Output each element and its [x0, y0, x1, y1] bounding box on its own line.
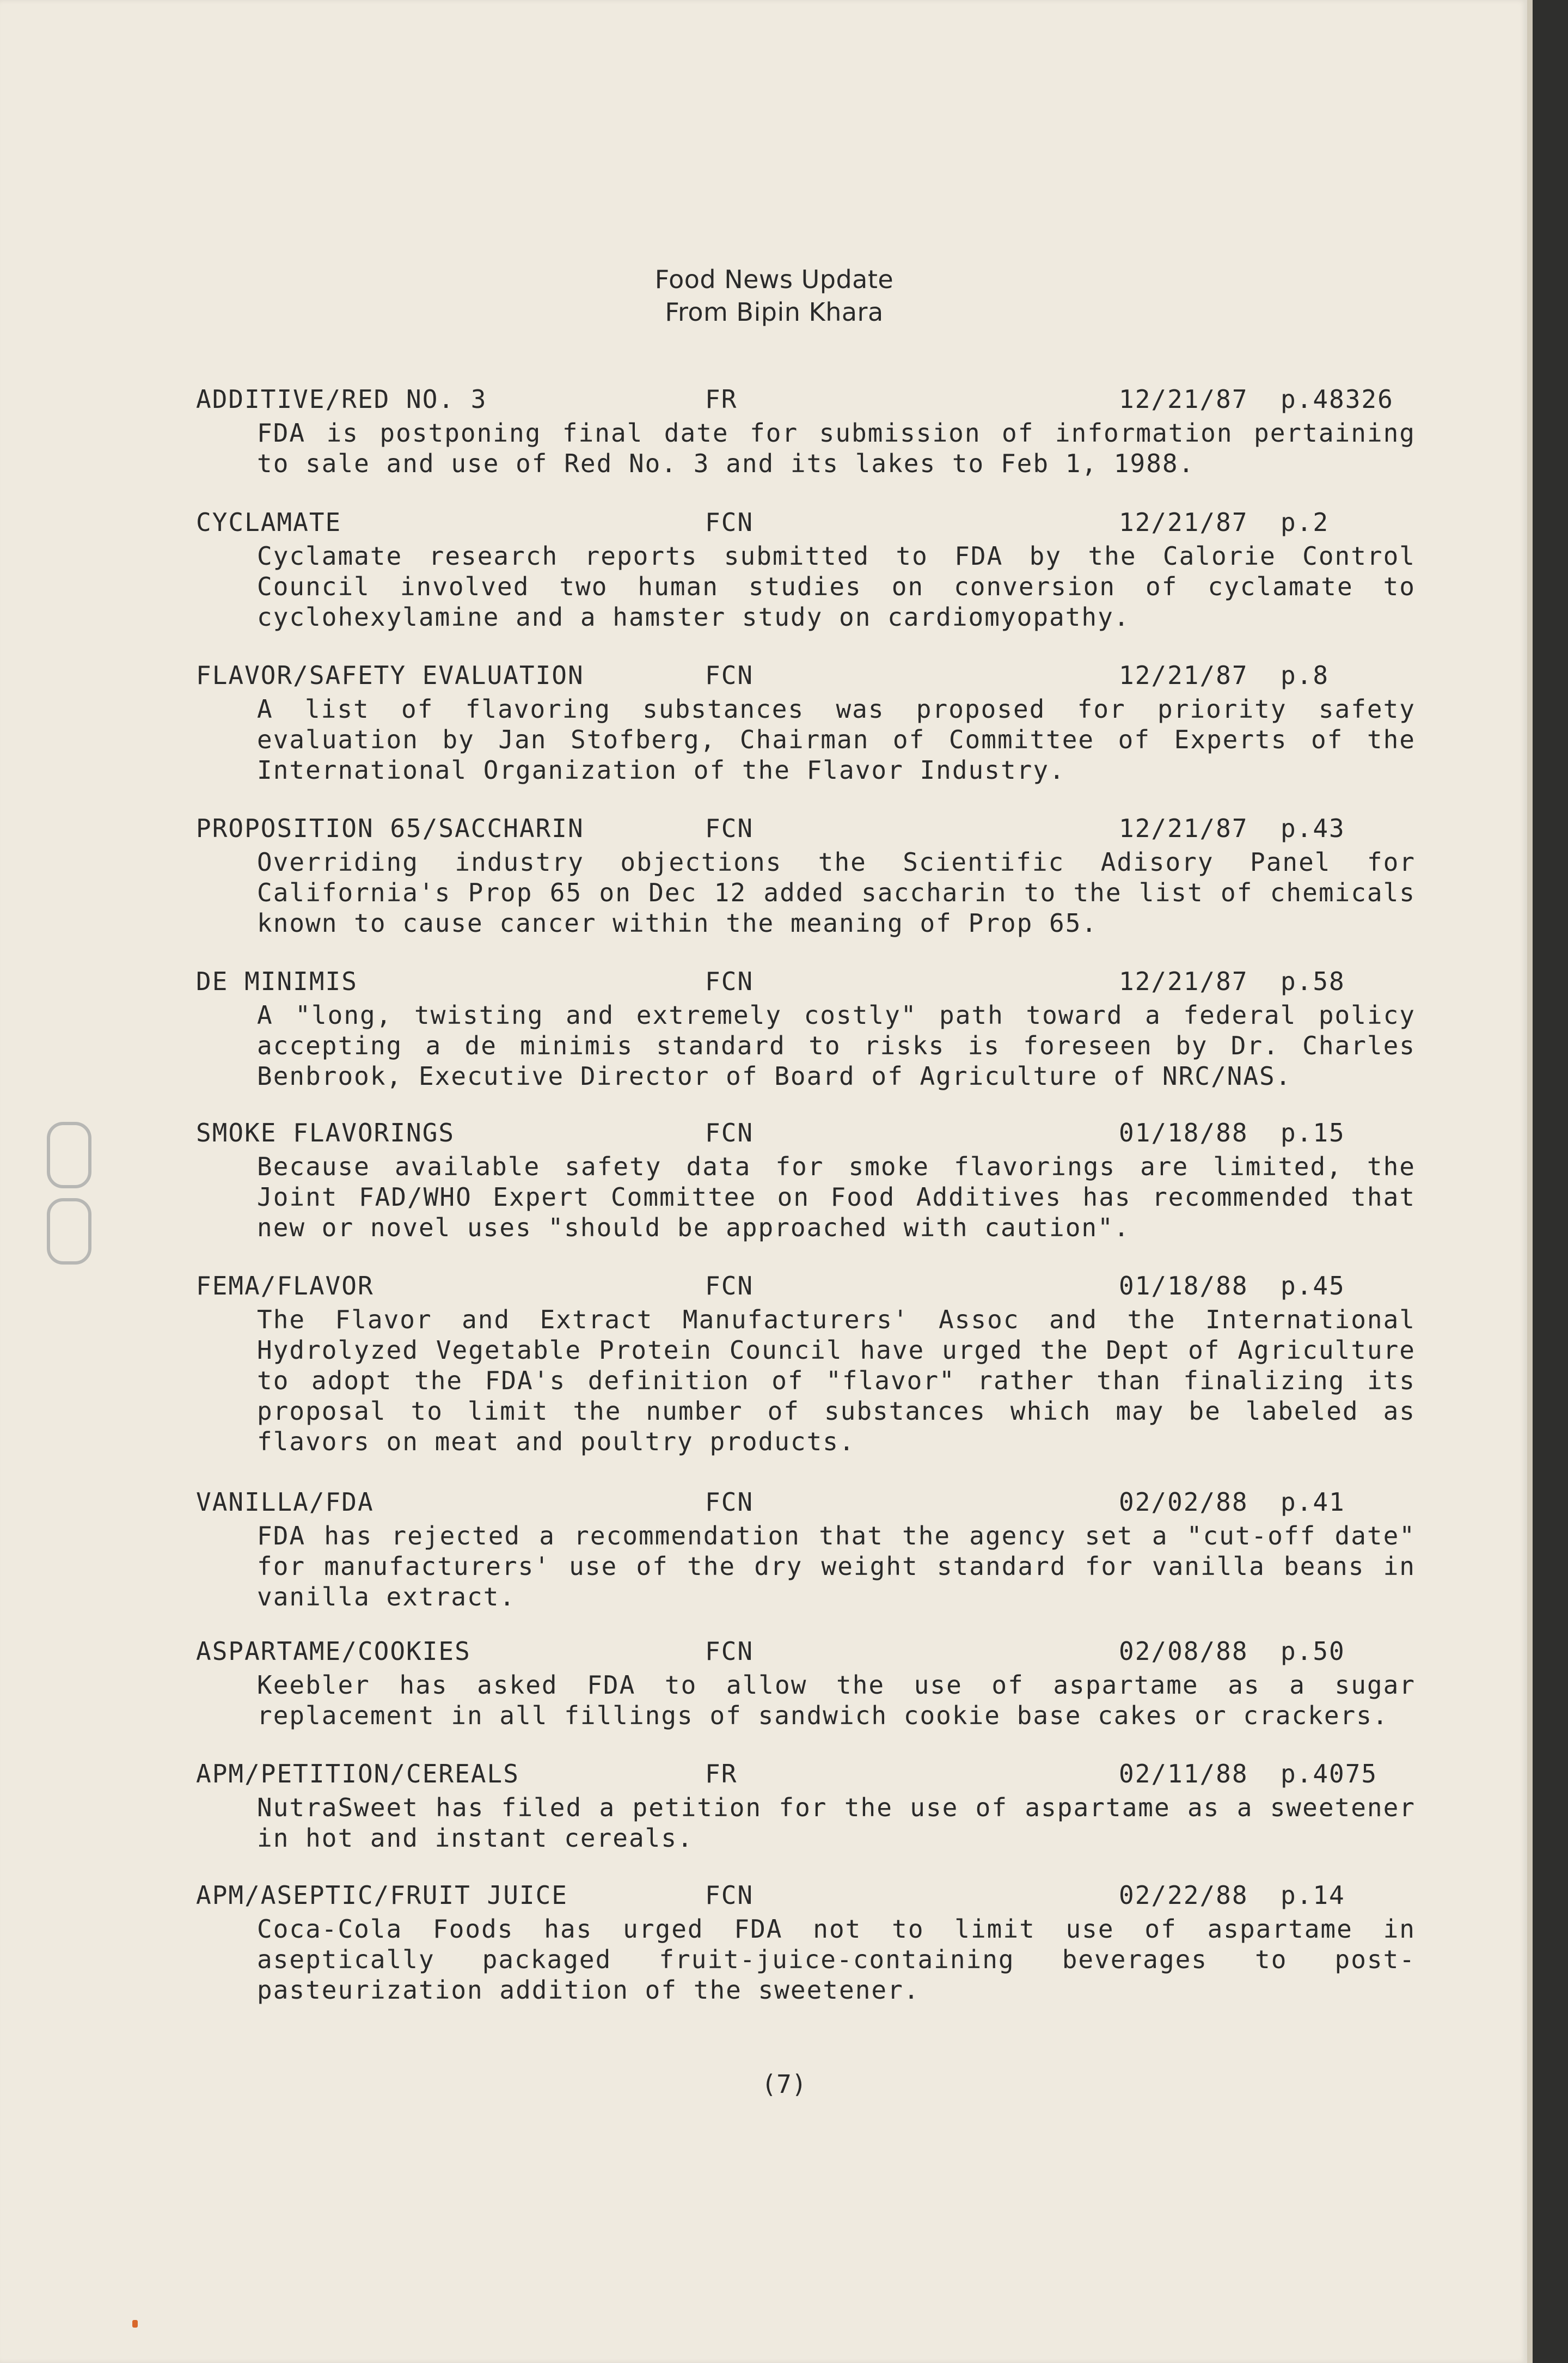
entry-date-ref: 12/21/87 p.43 [1119, 814, 1345, 843]
entry-date-ref: 01/18/88 p.45 [1119, 1271, 1345, 1300]
news-entry [196, 1271, 1416, 1457]
binding-clip-icon [47, 1122, 91, 1188]
news-entry [196, 1758, 1416, 1853]
page-number: (7) [761, 2069, 807, 2099]
entry-topic: CYCLAMATE [196, 508, 342, 537]
entry-source: FCN [705, 1637, 754, 1666]
entry-body: FDA has rejected a recommendation that the agency set a "cut-off date" for manufacturers' use of the dry weight standard for vanilla beans in vanilla extract. [257, 1521, 1416, 1611]
entry-date-ref: 02/22/88 p.14 [1119, 1880, 1345, 1910]
entry-body: FDA is postponing final date for submission of information pertaining to sale and use of Red No. 3 and its lakes to Feb 1, 1988. [257, 418, 1416, 478]
entry-source: FR [705, 1759, 738, 1788]
entry-topic: FLAVOR/SAFETY EVALUATION [196, 661, 584, 690]
entry-body: Coca-Cola Foods has urged FDA not to limit use of aspartame in aseptically packaged fruit-juice-containing beverages to post-pasteurization addition of the sweetener. [257, 1914, 1416, 2005]
entry-body: Keebler has asked FDA to allow the use of aspartame as a sugar replacement in all fillings of sandwich cookie base cakes or crackers. [257, 1670, 1416, 1730]
entry-source: FR [705, 384, 738, 414]
entry-body: Cyclamate research reports submitted to FDA by the Calorie Control Council involved two human studies on conversion of cyclamate to cyclohexylamine and a hamster study on cardiomyopathy. [257, 541, 1416, 632]
entry-source: FCN [705, 1271, 754, 1300]
entry-source: FCN [705, 814, 754, 843]
entry-topic: APM/ASEPTIC/FRUIT JUICE [196, 1880, 568, 1910]
entry-topic: ADDITIVE/RED NO. 3 [196, 384, 487, 414]
entry-date-ref: 02/11/88 p.4075 [1119, 1759, 1378, 1788]
entry-body: A list of flavoring substances was proposed for priority safety evaluation by Jan Stofberg, Chairman of Committee of Experts of the International Organization of the Flavor Industry. [257, 694, 1416, 785]
binding-clip-icon [47, 1198, 91, 1265]
document-title: Food News Update [654, 265, 894, 294]
news-entry [196, 1880, 1416, 2005]
entry-topic: PROPOSITION 65/SACCHARIN [196, 814, 584, 843]
entry-topic: ASPARTAME/COOKIES [196, 1637, 471, 1666]
news-entry [196, 1118, 1416, 1243]
entry-source: FCN [705, 508, 754, 537]
news-entry [196, 660, 1416, 785]
entry-topic: SMOKE FLAVORINGS [196, 1118, 455, 1147]
entry-source: FCN [705, 661, 754, 690]
document-subtitle: From Bipin Khara [665, 297, 884, 327]
entry-topic: FEMA/FLAVOR [196, 1271, 374, 1300]
entry-date-ref: 02/08/88 p.50 [1119, 1637, 1345, 1666]
entry-source: FCN [705, 1118, 754, 1147]
entry-body: NutraSweet has filed a petition for the use of aspartame as a sweetener in hot and instant cereals. [257, 1793, 1416, 1853]
news-entry [196, 1487, 1416, 1612]
entry-body: Because available safety data for smoke flavorings are limited, the Joint FAD/WHO Expert Committee on Food Additives has recommended that new or novel uses "should be approached with caution". [257, 1152, 1416, 1242]
page-edge-paper [1527, 0, 1533, 2363]
page-edge-shadow [1527, 0, 1568, 2363]
entry-date-ref: 01/18/88 p.15 [1119, 1118, 1345, 1147]
entry-date-ref: 12/21/87 p.8 [1119, 661, 1330, 690]
entry-date-ref: 12/21/87 p.58 [1119, 967, 1345, 996]
entry-body: The Flavor and Extract Manufacturers' Assoc and the International Hydrolyzed Vegetable Protein Council have urged the Dept of Agriculture to adopt the FDA's definition of "flavor" rather than finalizing its proposal to limit the number of substances which may be labeled as flavors on meat and poultry products. [257, 1305, 1416, 1456]
entry-date-ref: 12/21/87 p.2 [1119, 508, 1330, 537]
entry-date-ref: 02/02/88 p.41 [1119, 1487, 1345, 1517]
news-entry [196, 384, 1416, 479]
entry-topic: APM/PETITION/CEREALS [196, 1759, 519, 1788]
entry-body: A "long, twisting and extremely costly" path toward a federal policy accepting a de minimis standard to risks is foreseen by Dr. Charles Benbrook, Executive Director of Board of Agriculture of NRC/NAS. [257, 1000, 1416, 1091]
entry-source: FCN [705, 1880, 754, 1910]
entry-date-ref: 12/21/87 p.48326 [1119, 384, 1394, 414]
news-entry [196, 813, 1416, 938]
news-entry [196, 966, 1416, 1091]
entry-body: Overriding industry objections the Scientific Adisory Panel for California's Prop 65 on Dec 12 added saccharin to the list of chemicals known to cause cancer within the meaning of Prop 65. [257, 847, 1416, 938]
entry-source: FCN [705, 1487, 754, 1517]
entry-topic: VANILLA/FDA [196, 1487, 374, 1517]
paper-mark [132, 2320, 138, 2328]
news-entry [196, 507, 1416, 632]
entry-topic: DE MINIMIS [196, 967, 358, 996]
entry-source: FCN [705, 967, 754, 996]
news-entry [196, 1636, 1416, 1731]
